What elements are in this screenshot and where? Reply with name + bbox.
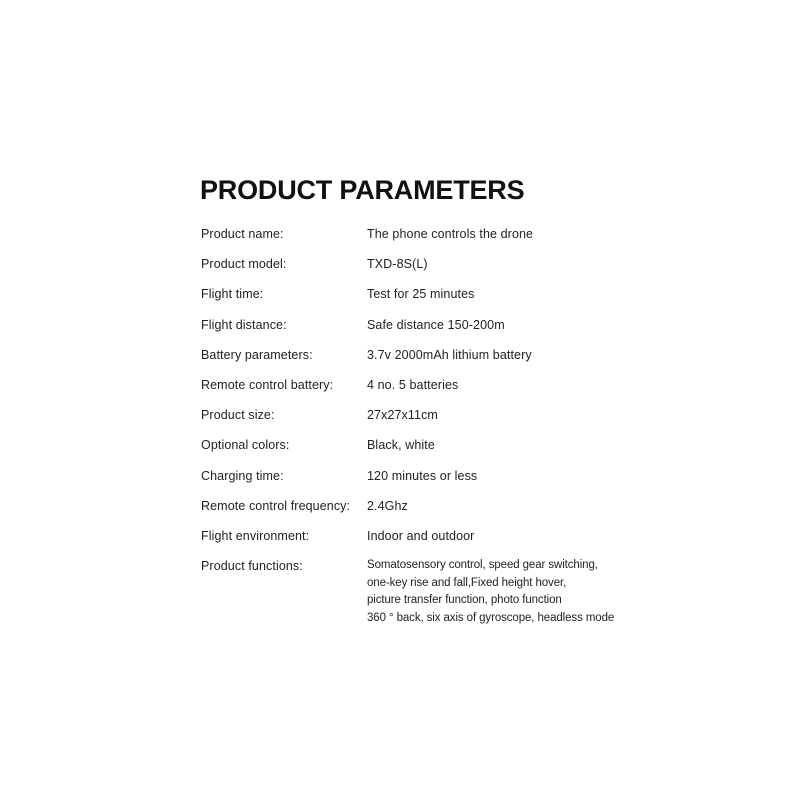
param-value: Safe distance 150-200m — [367, 317, 505, 332]
param-value: 27x27x11cm — [367, 408, 438, 423]
param-row-flight-time — [201, 285, 621, 315]
param-value: 4 no. 5 batteries — [367, 377, 459, 392]
param-row-remote-control-frequency — [201, 497, 621, 527]
parameters-table — [201, 225, 621, 625]
param-label: Battery parameters: — [201, 347, 313, 362]
param-label: Flight time: — [201, 287, 264, 302]
param-label: Product size: — [201, 408, 275, 423]
param-value: 120 minutes or less — [367, 468, 478, 483]
param-label: Flight environment: — [201, 528, 310, 543]
param-label: Product functions: — [201, 559, 303, 574]
product-parameters-sheet — [200, 172, 620, 625]
param-label: Product name: — [201, 227, 284, 241]
param-label: Charging time: — [201, 468, 284, 483]
param-value: Test for 25 minutes — [367, 287, 475, 302]
param-row-product-name — [201, 225, 621, 255]
param-row-optional-colors — [201, 436, 621, 466]
page-title: PRODUCT PARAMETERS — [200, 175, 525, 205]
param-value: TXD-8S(L) — [367, 257, 428, 272]
param-row-flight-distance — [201, 316, 621, 346]
param-label: Optional colors: — [201, 438, 290, 453]
param-value: 3.7v 2000mAh lithium battery — [367, 347, 532, 362]
param-label: Remote control battery: — [201, 377, 334, 392]
function-line: Somatosensory control, speed gear switching, — [367, 559, 598, 572]
param-row-charging-time — [201, 467, 621, 497]
param-row-remote-control-battery — [201, 376, 621, 406]
function-line: one-key rise and fall,Fixed height hover, — [367, 576, 567, 589]
param-label: Remote control frequency: — [201, 498, 351, 513]
function-line: 360 ° back, six axis of gyroscope, headless mode — [367, 612, 615, 625]
param-label: Flight distance: — [201, 317, 287, 332]
param-label: Product model: — [201, 257, 287, 272]
param-row-product-functions — [201, 557, 621, 625]
param-value-functions — [367, 557, 614, 628]
param-value: 2.4Ghz — [367, 498, 408, 513]
param-row-product-size — [201, 406, 621, 436]
param-row-flight-environment — [201, 527, 621, 557]
param-value: The phone controls the drone — [367, 227, 534, 241]
function-line: picture transfer function, photo function — [367, 594, 562, 607]
param-row-battery-parameters — [201, 346, 621, 376]
param-value: Indoor and outdoor — [367, 528, 475, 543]
param-row-product-model — [201, 255, 621, 285]
param-value: Black, white — [367, 438, 435, 453]
